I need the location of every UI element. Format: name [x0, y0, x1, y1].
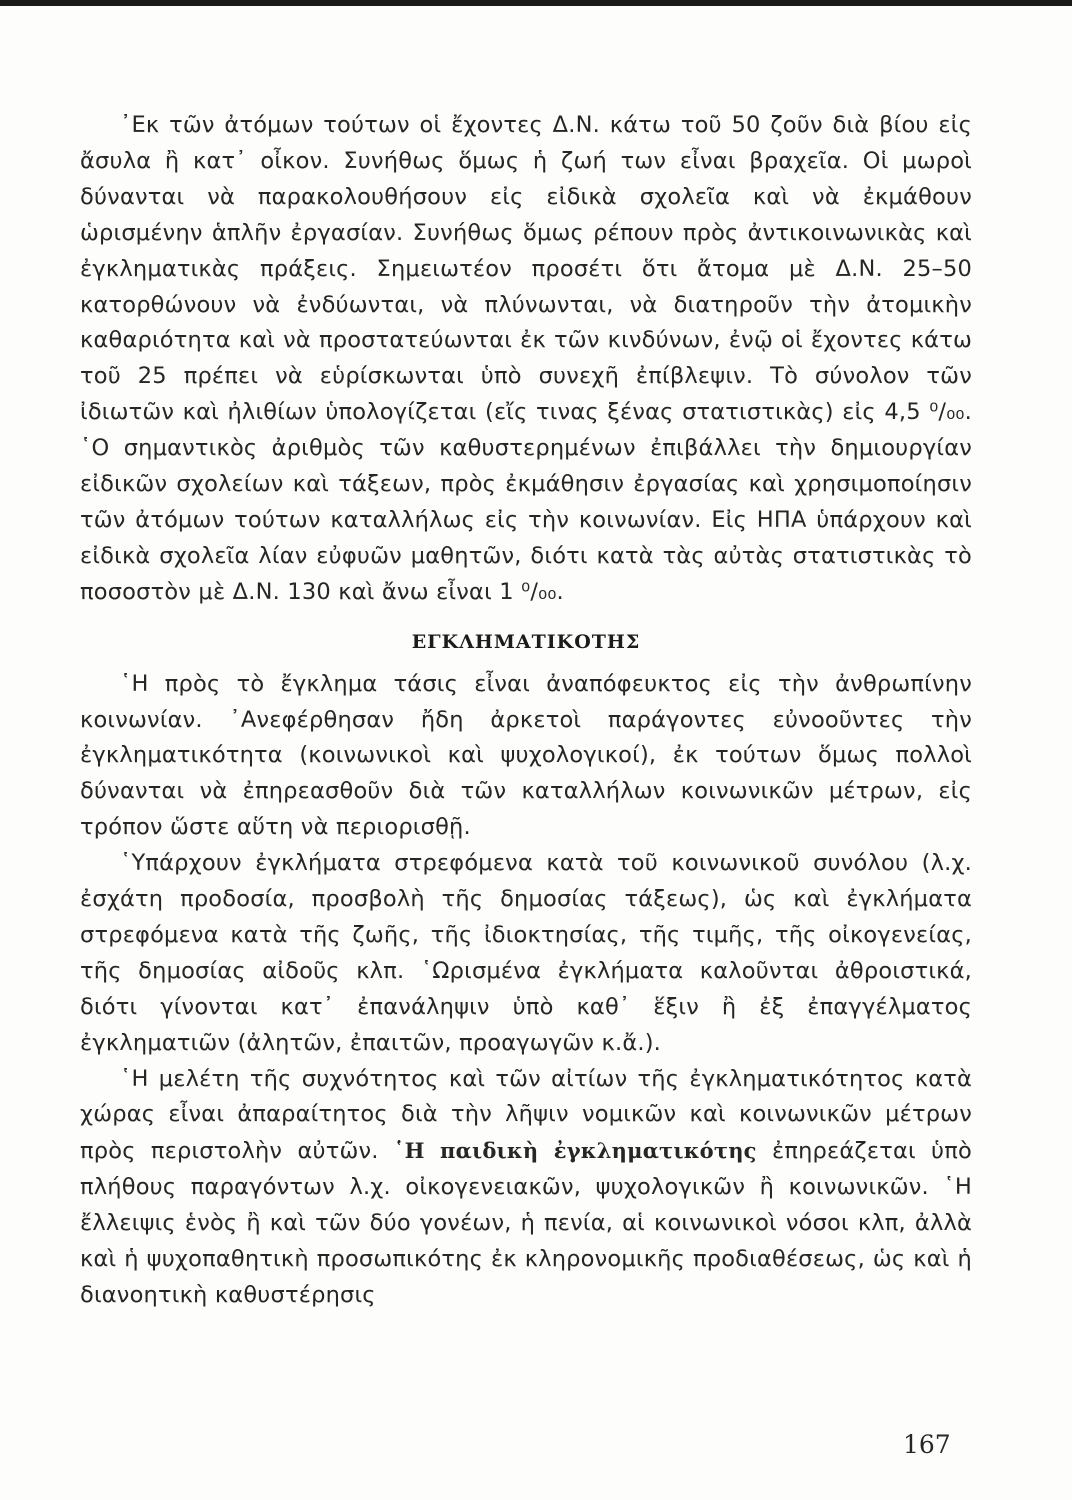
- body-text: [80, 108, 972, 1314]
- paragraph-intellectual-disability: ᾿Εκ τῶν ἀτόμων τούτων οἱ ἔχοντες Δ.Ν. κάτω τοῦ 50 ζοῦν διὰ βίου εἰς ἄσυλα ἢ κατ᾿ οἶκον. Συνήθως ὅμως ἡ ζωή των εἶναι βραχεῖα. Οἱ μωροὶ δύνανται νὰ παρακολουθήσουν εἰς εἰδικὰ σχολεῖα καὶ νὰ ἐκμάθουν ὡρισμένην ἁπλῆν ἐργασίαν. Συνήθως ὅμως ρέπουν πρὸς ἀντικοινωνικὰς καὶ ἐγκληματικὰς πράξεις. Σημειωτέον προσέτι ὅτι ἄτομα μὲ Δ.Ν. 25–50 κατορθώνουν νὰ ἐνδύωνται, νὰ πλύνωνται, νὰ διατηροῦν τὴν ἀτομικὴν καθαριότητα καὶ νὰ προστατεύωνται ἐκ τῶν κινδύνων, ἐνῷ οἱ ἔχοντες κάτω τοῦ 25 πρέπει νὰ εὑρίσκωνται ὑπὸ συνεχῆ ἐπίβλεψιν. Τὸ σύνολον τῶν ἰδιωτῶν καὶ ἠλιθίων ὑπολογίζεται (εἴς τινας ξένας στατιστικὰς) εἰς 4,5 ⁰/₀₀. ῾Ο σημαντικὸς ἀριθμὸς τῶν καθυστερημένων ἐπιβάλλει τὴν δημιουργίαν εἰδικῶν σχολείων καὶ τάξεων, πρὸς ἐκμάθησιν ἐργασίας καὶ χρησιμοποίησιν τῶν ἀτόμων τούτων καταλλήλως εἰς τὴν κοινωνίαν. Εἰς ΗΠΑ ὑπάρχουν καὶ εἰδικὰ σχολεῖα λίαν εὐφυῶν μαθητῶν, διότι κατὰ τὰς αὐτὰς στατιστικὰς τὸ ποσοστὸν μὲ Δ.Ν. 130 καὶ ἄνω εἶναι 1 ⁰/₀₀.: [80, 112, 972, 605]
- section-heading: ΕΓΚΛΗΜΑΤΙΚΟΤΗΣ: [411, 630, 641, 653]
- paragraph-juvenile-crime: [80, 1062, 972, 1314]
- page-number: 167: [903, 1430, 951, 1459]
- paragraph-crime-types: ῾Υπάρχουν ἐγκλήματα στρεφόμενα κατὰ τοῦ κοινωνικοῦ συνόλου (λ.χ. ἐσχάτη προδοσία, προσβολὴ τῆς δημοσίας τάξεως), ὡς καὶ ἐγκλήματα στρεφόμενα κατὰ τῆς ζωῆς, τῆς ἰδιοκτησίας, τῆς τιμῆς, τῆς οἰκογενείας, τῆς δημοσίας αἰδοῦς κλπ. ῾Ωρισμένα ἐγκλήματα καλοῦνται ἀθροιστικά, διότι γίνονται κατ᾿ ἐπανάληψιν ὑπὸ καθ᾿ ἕξιν ἢ ἐξ ἐπαγγέλματος ἐγκληματιῶν (ἀλητῶν, ἐπαιτῶν, προαγωγῶν κ.ἄ.).: [80, 850, 972, 1056]
- juvenile-crime-term: ῾Η παιδικὴ ἐγκληματικότης: [393, 1138, 757, 1164]
- paragraph-4-start: ῾Η μελέτη τῆς συχνότητος καὶ τῶν αἰτίων τῆς ἐγκληματικότητος κατὰ χώρας εἶναι ἀπαραίτητος διὰ τὴν λῆψιν νομικῶν καὶ κοινωνικῶν μέτρων πρὸς περιστολὴν αὐτῶν.: [80, 1065, 972, 1165]
- paragraph-4-end: ἐπηρεάζεται ὑπὸ πλήθους παραγόντων λ.χ. οἰκογενειακῶν, ψυχολογικῶν ἢ κοινωνικῶν. ῾Η ἔλλειψις ἑνὸς ἢ καὶ τῶν δύο γονέων, ἡ πενία, αἱ κοινωνικοὶ νόσοι κλπ, ἀλλὰ καὶ ἡ ψυχοπαθητικὴ προσωπικότης ἐκ κληρονομικῆς προδιαθέσεως, ὡς καὶ ἡ διανοητικὴ καθυστέρησις: [80, 1138, 972, 1308]
- paragraph-crime-tendency: ῾Η πρὸς τὸ ἔγκλημα τάσις εἶναι ἀναπόφευκτος εἰς τὴν ἀνθρωπίνην κοινωνίαν. ᾿Ανεφέρθησαν ἤδη ἀρκετοὶ παράγοντες εὐνοοῦντες τὴν ἐγκληματικότητα (κοινωνικοὶ καὶ ψυχολογικοί), ἐκ τούτων ὅμως πολλοὶ δύνανται νὰ ἐπηρεασθοῦν διὰ τῶν καταλλήλων κοινωνικῶν μέτρων, εἰς τρόπον ὥστε αὕτη νὰ περιορισθῇ.: [80, 670, 972, 841]
- scan-top-edge: [0, 0, 1072, 6]
